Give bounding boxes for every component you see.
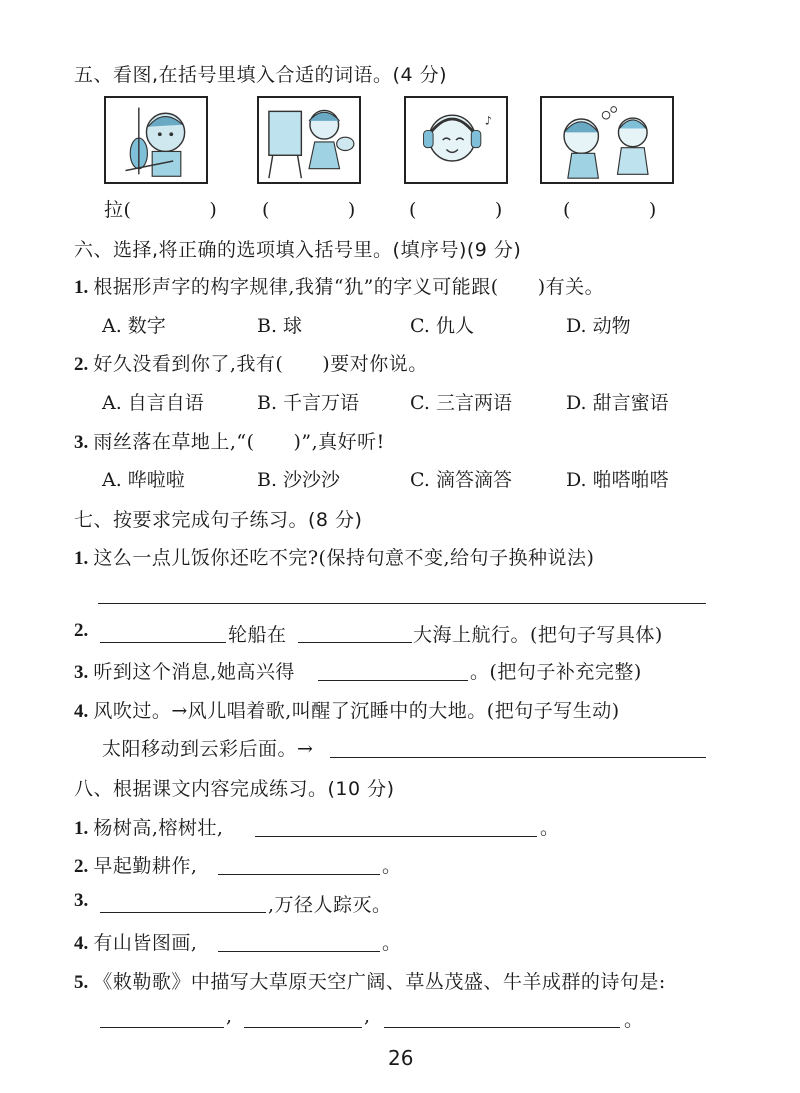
question-text: 风吹过。→风儿唱着歌,叫醒了沉睡中的大地。(把句子写生动) (93, 700, 620, 722)
option-6-2-b[interactable]: B. 千言万语 (257, 392, 360, 414)
option-6-2-c[interactable]: C. 三言两语 (410, 392, 512, 414)
question-7-3 (74, 657, 295, 684)
question-number: 2. (74, 354, 89, 375)
answer-line-7-3[interactable] (318, 680, 468, 681)
question-text: 《敕勒歌》中描写大草原天空广阔、草丛茂盛、牛羊成群的诗句是: (93, 971, 666, 993)
answer-line-8-4[interactable] (218, 951, 380, 952)
picture-violin-boy (104, 96, 208, 184)
question-number: 5. (74, 972, 89, 993)
answer-line-8-1[interactable] (255, 836, 537, 837)
answer-line-7-1[interactable] (98, 603, 706, 604)
question-8-5-end: 。 (624, 1009, 644, 1031)
option-6-3-c[interactable]: C. 滴答滴答 (410, 469, 512, 491)
question-number: 3. (74, 890, 89, 911)
question-text: 杨树高,榕树壮, (93, 817, 224, 839)
question-7-4 (74, 696, 620, 723)
painting-girl-illustration (259, 98, 359, 182)
question-7-2-end: 大海上航行。(把句子写具体) (413, 624, 663, 646)
option-6-1-c[interactable]: C. 仇人 (410, 315, 474, 337)
question-text: 根据形声字的构字规律,我猜“犰”的字义可能跟( )有关。 (93, 276, 605, 298)
question-number: 2. (74, 856, 89, 877)
question-7-4-line2: 太阳移动到云彩后面。→ (102, 738, 314, 760)
question-7-3-end: 。(把句子补充完整) (470, 661, 642, 683)
question-7-1 (74, 543, 594, 570)
question-number: 1. (74, 548, 89, 569)
question-8-2 (74, 851, 197, 878)
question-text: 好久没看到你了,我有( )要对你说。 (93, 353, 428, 375)
question-text: 早起勤耕作, (93, 855, 198, 877)
question-text: 听到这个消息,她高兴得 (93, 661, 295, 683)
option-6-1-b[interactable]: B. 球 (257, 315, 303, 337)
picture-headphone-boy (404, 96, 508, 184)
question-text: 雨丝落在草地上,“( )”,真好听! (93, 431, 385, 453)
blank-2[interactable]: ( ) (262, 199, 356, 221)
question-8-5-sep1: , (226, 1005, 233, 1027)
answer-line-7-2b[interactable] (298, 642, 412, 643)
violin-boy-illustration (106, 98, 206, 182)
question-7-2 (74, 620, 88, 642)
question-text: 这么一点儿饭你还吃不完?(保持句意不变,给句子换种说法) (93, 547, 595, 569)
headphone-boy-illustration (406, 98, 506, 182)
option-6-2-d[interactable]: D. 甜言蜜语 (566, 392, 669, 414)
page-number: 26 (388, 1046, 414, 1070)
option-6-3-d[interactable]: D. 啪嗒啪嗒 (566, 469, 669, 491)
question-number: 1. (74, 818, 89, 839)
answer-line-8-5b[interactable] (244, 1027, 362, 1028)
question-8-4 (74, 928, 197, 955)
question-8-1-end: 。 (540, 817, 560, 839)
question-number: 3. (74, 432, 89, 453)
question-number: 3. (74, 662, 89, 683)
blank-3[interactable]: ( ) (409, 199, 503, 221)
snowball-kids-illustration (542, 98, 672, 182)
section-8-title: 八、根据课文内容完成练习。(10 分) (74, 778, 395, 800)
question-6-2 (74, 349, 428, 376)
question-8-4-end: 。 (382, 932, 402, 954)
blank-1[interactable]: 拉( ) (104, 199, 218, 221)
answer-line-8-5a[interactable] (100, 1027, 224, 1028)
picture-snowball-kids (540, 96, 674, 184)
question-7-2-mid: 轮船在 (228, 624, 287, 646)
answer-line-8-2[interactable] (218, 874, 380, 875)
question-text: 有山皆图画, (93, 932, 198, 954)
question-8-3-end: ,万径人踪灭。 (268, 894, 392, 916)
question-8-1 (74, 813, 223, 840)
question-number: 2. (74, 620, 89, 641)
section-6-title: 六、选择,将正确的选项填入括号里。(填序号)(9 分) (74, 239, 522, 261)
section-5-title: 五、看图,在括号里填入合适的词语。(4 分) (74, 64, 447, 86)
option-6-2-a[interactable]: A. 自言自语 (102, 392, 204, 414)
answer-line-7-2a[interactable] (100, 642, 226, 643)
question-number: 4. (74, 933, 89, 954)
svg-text:♪: ♪ (484, 113, 492, 128)
question-8-5-sep2: , (364, 1005, 371, 1027)
option-6-3-b[interactable]: B. 沙沙沙 (257, 469, 341, 491)
question-number: 4. (74, 701, 89, 722)
question-6-3 (74, 427, 385, 454)
question-8-3 (74, 890, 88, 912)
option-6-1-a[interactable]: A. 数字 (102, 315, 166, 337)
answer-line-8-5c[interactable] (384, 1027, 620, 1028)
question-8-2-end: 。 (382, 855, 402, 877)
question-number: 1. (74, 277, 89, 298)
option-6-1-d[interactable]: D. 动物 (566, 315, 631, 337)
section-7-title: 七、按要求完成句子练习。(8 分) (74, 509, 363, 531)
option-6-3-a[interactable]: A. 哗啦啦 (102, 469, 185, 491)
answer-line-8-3[interactable] (100, 912, 266, 913)
blank-4[interactable]: ( ) (563, 199, 657, 221)
picture-painting-girl (257, 96, 361, 184)
answer-line-7-4[interactable] (330, 757, 706, 758)
question-8-5 (74, 967, 666, 994)
question-6-1 (74, 272, 604, 299)
